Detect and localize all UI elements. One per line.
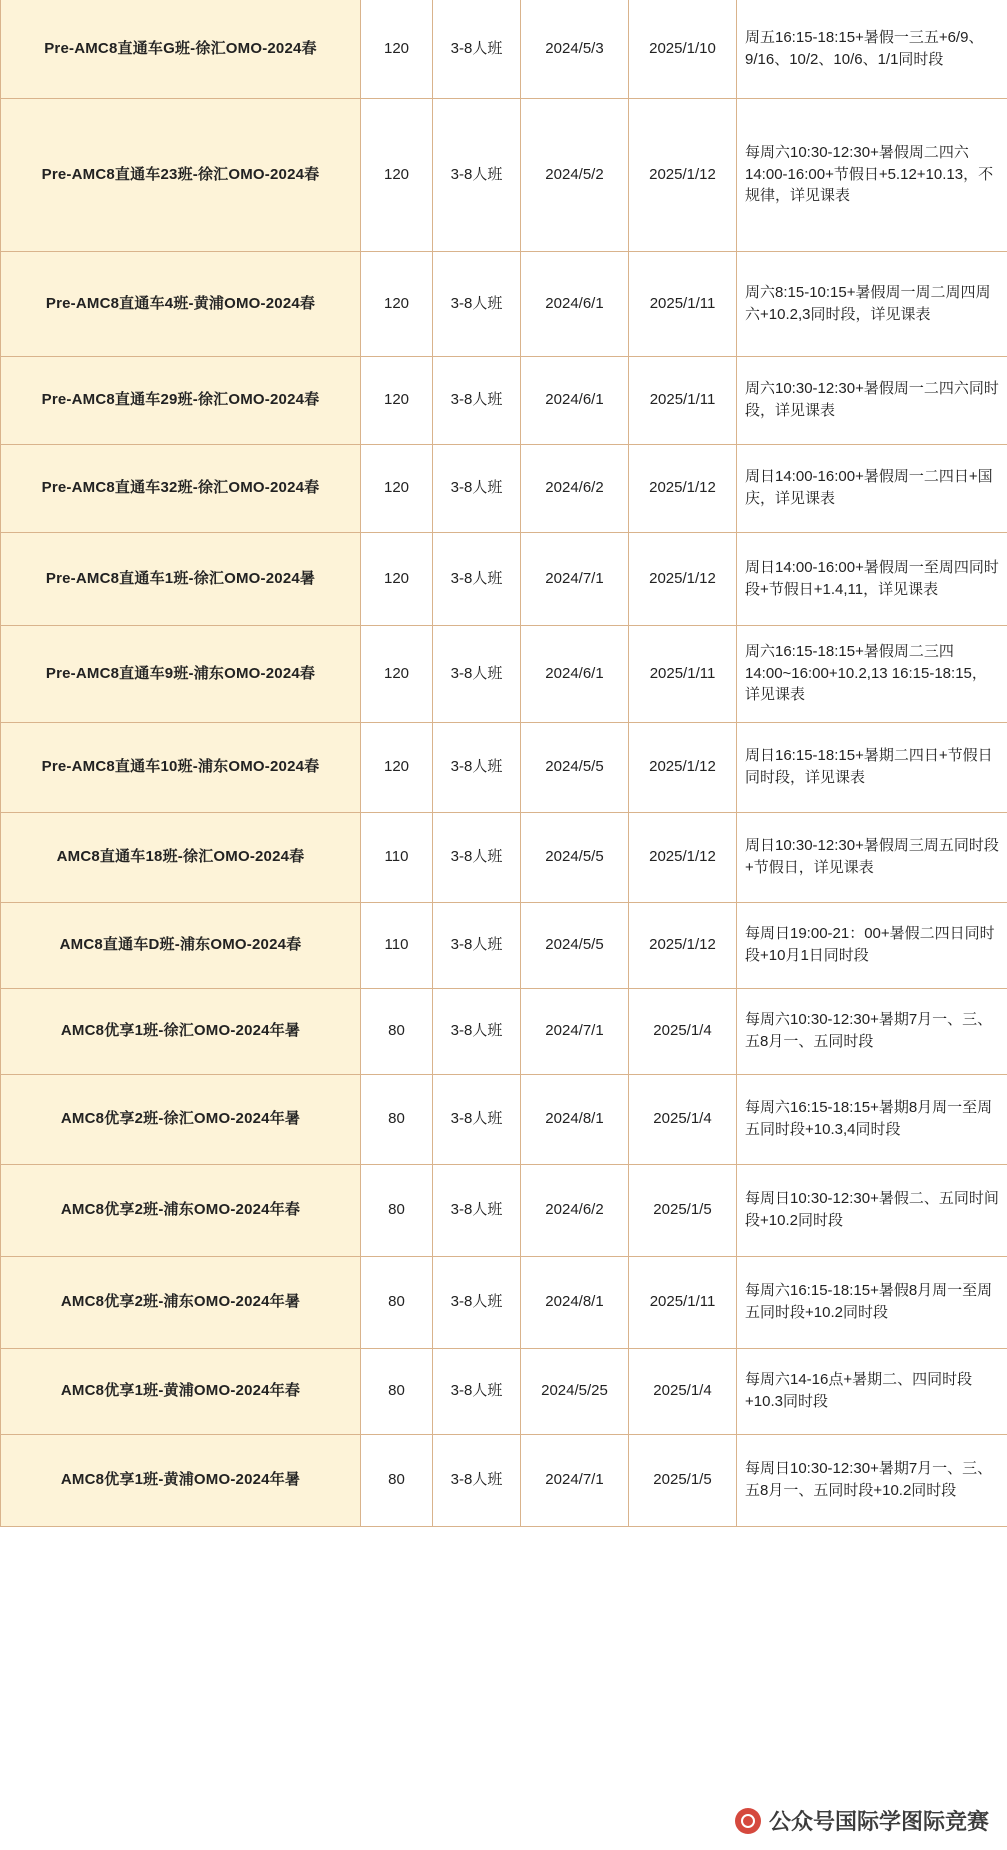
course-name-cell: Pre-AMC8直通车29班-徐汇OMO-2024春 xyxy=(1,356,361,444)
start-date-cell: 2024/8/1 xyxy=(521,1256,629,1348)
table-row xyxy=(1,625,1007,722)
course-name-cell: AMC8直通车18班-徐汇OMO-2024春 xyxy=(1,812,361,902)
end-date-cell: 2025/1/12 xyxy=(629,722,737,812)
schedule-cell: 周日10:30-12:30+暑假周三周五同时段+节假日，详见课表 xyxy=(737,812,1007,902)
course-name-cell: Pre-AMC8直通车4班-黄浦OMO-2024春 xyxy=(1,251,361,356)
class-size-cell: 3-8人班 xyxy=(433,1348,521,1434)
class-size-cell: 3-8人班 xyxy=(433,1074,521,1164)
table-row xyxy=(1,356,1007,444)
start-date-cell: 2024/5/2 xyxy=(521,98,629,251)
course-hours-cell: 110 xyxy=(361,902,433,988)
start-date-cell: 2024/6/2 xyxy=(521,1164,629,1256)
class-size-cell: 3-8人班 xyxy=(433,98,521,251)
table-row xyxy=(1,251,1007,356)
schedule-cell: 每周六10:30-12:30+暑假周二四六14:00-16:00+节假日+5.12+10.13，不规律，详见课表 xyxy=(737,98,1007,251)
schedule-cell: 每周六16:15-18:15+暑假8月周一至周五同时段+10.2同时段 xyxy=(737,1256,1007,1348)
course-name-cell: AMC8优享1班-徐汇OMO-2024年暑 xyxy=(1,988,361,1074)
table-row xyxy=(1,1164,1007,1256)
end-date-cell: 2025/1/10 xyxy=(629,0,737,98)
start-date-cell: 2024/6/1 xyxy=(521,356,629,444)
course-name-cell: Pre-AMC8直通车9班-浦东OMO-2024春 xyxy=(1,625,361,722)
class-size-cell: 3-8人班 xyxy=(433,722,521,812)
start-date-cell: 2024/5/5 xyxy=(521,812,629,902)
course-hours-cell: 80 xyxy=(361,1348,433,1434)
schedule-cell: 周日14:00-16:00+暑假周一至周四同时段+节假日+1.4,11，详见课表 xyxy=(737,532,1007,625)
end-date-cell: 2025/1/4 xyxy=(629,1074,737,1164)
end-date-cell: 2025/1/12 xyxy=(629,812,737,902)
course-name-cell: Pre-AMC8直通车23班-徐汇OMO-2024春 xyxy=(1,98,361,251)
course-hours-cell: 80 xyxy=(361,1434,433,1526)
course-hours-cell: 110 xyxy=(361,812,433,902)
end-date-cell: 2025/1/5 xyxy=(629,1434,737,1526)
table-row xyxy=(1,532,1007,625)
start-date-cell: 2024/5/3 xyxy=(521,0,629,98)
start-date-cell: 2024/7/1 xyxy=(521,1434,629,1526)
class-size-cell: 3-8人班 xyxy=(433,988,521,1074)
table-row xyxy=(1,812,1007,902)
course-name-cell: AMC8优享1班-黄浦OMO-2024年暑 xyxy=(1,1434,361,1526)
course-name-cell: Pre-AMC8直通车10班-浦东OMO-2024春 xyxy=(1,722,361,812)
class-size-cell: 3-8人班 xyxy=(433,1434,521,1526)
end-date-cell: 2025/1/11 xyxy=(629,625,737,722)
class-size-cell: 3-8人班 xyxy=(433,532,521,625)
course-name-cell: Pre-AMC8直通车32班-徐汇OMO-2024春 xyxy=(1,444,361,532)
course-hours-cell: 120 xyxy=(361,0,433,98)
class-size-cell: 3-8人班 xyxy=(433,902,521,988)
end-date-cell: 2025/1/11 xyxy=(629,356,737,444)
schedule-cell: 周日14:00-16:00+暑假周一二四日+国庆，详见课表 xyxy=(737,444,1007,532)
course-hours-cell: 80 xyxy=(361,1164,433,1256)
table-row xyxy=(1,98,1007,251)
schedule-cell: 周六10:30-12:30+暑假周一二四六同时段，详见课表 xyxy=(737,356,1007,444)
course-hours-cell: 80 xyxy=(361,1074,433,1164)
course-name-cell: AMC8优享1班-黄浦OMO-2024年春 xyxy=(1,1348,361,1434)
schedule-cell: 周五16:15-18:15+暑假一三五+6/9、9/16、10/2、10/6、1/1同时段 xyxy=(737,0,1007,98)
schedule-cell: 每周日19:00-21：00+暑假二四日同时段+10月1日同时段 xyxy=(737,902,1007,988)
class-size-cell: 3-8人班 xyxy=(433,444,521,532)
start-date-cell: 2024/5/5 xyxy=(521,902,629,988)
start-date-cell: 2024/7/1 xyxy=(521,532,629,625)
course-name-cell: AMC8优享2班-浦东OMO-2024年暑 xyxy=(1,1256,361,1348)
start-date-cell: 2024/5/5 xyxy=(521,722,629,812)
table-row xyxy=(1,444,1007,532)
course-name-cell: AMC8直通车D班-浦东OMO-2024春 xyxy=(1,902,361,988)
schedule-cell: 每周六14-16点+暑期二、四同时段+10.3同时段 xyxy=(737,1348,1007,1434)
start-date-cell: 2024/6/2 xyxy=(521,444,629,532)
start-date-cell: 2024/6/1 xyxy=(521,625,629,722)
schedule-cell: 每周日10:30-12:30+暑假二、五同时间段+10.2同时段 xyxy=(737,1164,1007,1256)
course-name-cell: AMC8优享2班-浦东OMO-2024年春 xyxy=(1,1164,361,1256)
end-date-cell: 2025/1/12 xyxy=(629,902,737,988)
class-size-cell: 3-8人班 xyxy=(433,356,521,444)
schedule-cell: 每周六16:15-18:15+暑期8月周一至周五同时段+10.3,4同时段 xyxy=(737,1074,1007,1164)
end-date-cell: 2025/1/12 xyxy=(629,532,737,625)
table-row xyxy=(1,1074,1007,1164)
end-date-cell: 2025/1/11 xyxy=(629,251,737,356)
course-hours-cell: 120 xyxy=(361,722,433,812)
schedule-cell: 周日16:15-18:15+暑期二四日+节假日同时段，详见课表 xyxy=(737,722,1007,812)
table-row xyxy=(1,902,1007,988)
table-row xyxy=(1,722,1007,812)
start-date-cell: 2024/8/1 xyxy=(521,1074,629,1164)
course-hours-cell: 120 xyxy=(361,251,433,356)
course-hours-cell: 120 xyxy=(361,356,433,444)
course-hours-cell: 80 xyxy=(361,988,433,1074)
table-row xyxy=(1,0,1007,98)
course-hours-cell: 120 xyxy=(361,625,433,722)
course-hours-cell: 80 xyxy=(361,1256,433,1348)
course-name-cell: Pre-AMC8直通车1班-徐汇OMO-2024暑 xyxy=(1,532,361,625)
course-hours-cell: 120 xyxy=(361,98,433,251)
class-size-cell: 3-8人班 xyxy=(433,1164,521,1256)
schedule-cell: 周六8:15-10:15+暑假周一周二周四周六+10.2,3同时段，详见课表 xyxy=(737,251,1007,356)
end-date-cell: 2025/1/4 xyxy=(629,988,737,1074)
start-date-cell: 2024/5/25 xyxy=(521,1348,629,1434)
watermark xyxy=(735,1805,989,1836)
table-row xyxy=(1,1348,1007,1434)
course-name-cell: Pre-AMC8直通车G班-徐汇OMO-2024春 xyxy=(1,0,361,98)
end-date-cell: 2025/1/5 xyxy=(629,1164,737,1256)
schedule-cell: 每周日10:30-12:30+暑期7月一、三、五8月一、五同时段+10.2同时段 xyxy=(737,1434,1007,1526)
end-date-cell: 2025/1/12 xyxy=(629,444,737,532)
watermark-logo-icon xyxy=(735,1808,761,1834)
watermark-text: 公众号国际学图际竞赛 xyxy=(768,1809,989,1834)
course-table-body xyxy=(1,0,1007,1526)
end-date-cell: 2025/1/4 xyxy=(629,1348,737,1434)
class-size-cell: 3-8人班 xyxy=(433,0,521,98)
class-size-cell: 3-8人班 xyxy=(433,812,521,902)
class-size-cell: 3-8人班 xyxy=(433,625,521,722)
start-date-cell: 2024/6/1 xyxy=(521,251,629,356)
table-row xyxy=(1,1434,1007,1526)
start-date-cell: 2024/7/1 xyxy=(521,988,629,1074)
schedule-cell: 每周六10:30-12:30+暑期7月一、三、五8月一、五同时段 xyxy=(737,988,1007,1074)
schedule-cell: 周六16:15-18:15+暑假周二三四14:00~16:00+10.2,13 16:15-18:15，详见课表 xyxy=(737,625,1007,722)
course-name-cell: AMC8优享2班-徐汇OMO-2024年暑 xyxy=(1,1074,361,1164)
class-size-cell: 3-8人班 xyxy=(433,251,521,356)
end-date-cell: 2025/1/11 xyxy=(629,1256,737,1348)
course-hours-cell: 120 xyxy=(361,532,433,625)
table-row xyxy=(1,988,1007,1074)
end-date-cell: 2025/1/12 xyxy=(629,98,737,251)
class-size-cell: 3-8人班 xyxy=(433,1256,521,1348)
table-row xyxy=(1,1256,1007,1348)
course-hours-cell: 120 xyxy=(361,444,433,532)
